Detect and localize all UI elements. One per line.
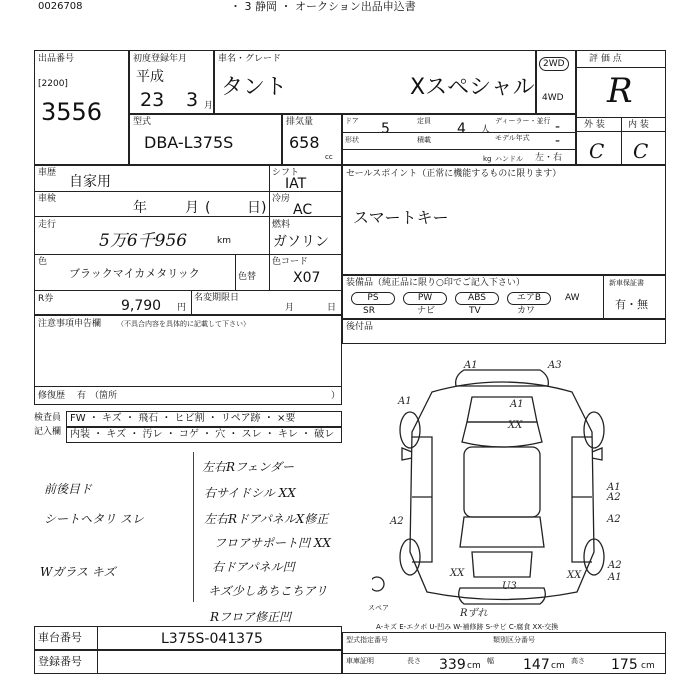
inspection-year: 年 (133, 200, 147, 216)
inspector-note-right-3: 左右RドアパネルX修正 (204, 512, 329, 526)
model-year-label: モデル年式 (495, 134, 530, 142)
capacity-value: 4 (457, 121, 466, 137)
recycle-unit: 円 (177, 303, 187, 313)
lot-number: 3556 (41, 98, 103, 126)
chassis-value: L375S-041375 (161, 631, 263, 647)
height-value: 175 (611, 657, 638, 673)
mark-a2-right: A2 (607, 492, 621, 503)
capacity-label: 定員 (417, 117, 431, 125)
reg-month: 3 (186, 89, 199, 111)
color-change-label: 色替 (238, 272, 257, 282)
equipment-box (342, 275, 666, 319)
mark-a1-right: A1 (607, 482, 621, 493)
mark-a1-left: A1 (398, 396, 412, 407)
sales-point-label: セールスポイント（正常に機能するものに限ります） (346, 169, 562, 179)
inspector-note-left-2: シートヘタリ スレ (44, 512, 144, 526)
inspection-open: ( (205, 200, 211, 216)
shape-label: 形状 (345, 136, 359, 144)
recycle-value: 9,790 (121, 298, 162, 314)
category-label: 類別区分番号 (493, 636, 535, 644)
new-car-warranty-value: 有・無 (615, 298, 648, 311)
car-name: タント (221, 75, 288, 100)
mark-xx-rear-right: XX (567, 570, 582, 581)
mark-a2-right-rear: A2 (608, 560, 622, 571)
mark-xx-hood: XX (508, 420, 523, 431)
sales-point-box (342, 165, 666, 275)
mark-r-rear: Rずれ (460, 608, 488, 619)
handle-value: 左・右 (535, 153, 563, 163)
equip-pw: PW (403, 292, 447, 305)
diagram-caption: スペア (368, 604, 389, 612)
inspector-label-2: 記入欄 (34, 427, 62, 437)
height-label: 高さ (571, 657, 585, 665)
inspection-close: ) (261, 200, 267, 216)
spec-box (342, 114, 576, 165)
length-label: 長さ (407, 657, 421, 665)
color-code-label: 色コード (272, 257, 309, 267)
model-label: 型式 (133, 117, 152, 127)
registration-box (34, 650, 342, 674)
reg-expiry-month: 月 (285, 303, 295, 313)
model-year-dash: - (555, 133, 561, 149)
mileage-unit: km (217, 236, 231, 246)
car-name-label: 車名・グレード (218, 54, 282, 64)
chassis-label: 車台番号 (38, 631, 82, 644)
history-value: 自家用 (69, 174, 111, 190)
measurements-box (342, 632, 666, 674)
equip-tv: TV (469, 306, 481, 316)
displacement-label: 排気量 (286, 117, 314, 127)
equip-abs: ABS (455, 292, 499, 305)
length-value: 339 (439, 657, 466, 673)
details-box (34, 165, 342, 315)
length-unit: cm (467, 661, 481, 671)
mark-a1-right-rear: A1 (608, 572, 622, 583)
first-registration-box (129, 50, 214, 114)
width-value: 147 (523, 657, 550, 673)
color-label: 色 (38, 257, 48, 267)
repair-close: ） (331, 391, 341, 401)
height-unit: cm (641, 661, 655, 671)
mark-xx-rear-left: XX (450, 568, 465, 579)
inspection-label: 車検 (38, 194, 57, 204)
dealer-dash: - (555, 119, 561, 135)
equipment-label: 装備品（純正品に限り○印でご記入下さい） (346, 278, 525, 288)
drive-box (536, 50, 576, 114)
interior-grade: C (633, 139, 649, 163)
equip-aw: AW (565, 293, 580, 303)
damage-legend: A-キズ E-エクボ U-凹み W-補修跡 S-サビ C-腐食 XX-交換 (376, 623, 559, 631)
rating-box (576, 50, 666, 165)
lot-label: 出品番号 (38, 54, 75, 64)
mark-a3-front: A3 (548, 360, 562, 371)
lot-number-box (34, 50, 129, 165)
inspector-label-1: 検査員 (34, 413, 62, 423)
notes-sub: （不具合内容を具体的に記載して下さい） (117, 320, 250, 328)
equip-ps: PS (351, 292, 395, 305)
car-name-box (214, 50, 536, 114)
drive-4wd: 4WD (542, 93, 564, 103)
doors-value: 5 (381, 121, 390, 137)
inspector-row-1: FW ・ キズ ・ 飛石 ・ ヒビ割 ・ リペア跡 ・ ×要 (70, 413, 296, 424)
displacement-box (282, 114, 342, 165)
inspection-day: 日 (247, 200, 261, 216)
garage-cert-label: 車庫証明 (346, 657, 374, 665)
mileage-value: 5万6千956 (99, 231, 188, 251)
mark-a1-front: A1 (464, 360, 478, 371)
color-code-value: X07 (293, 270, 321, 286)
inspector-note-right-2: 右サイドシル XX (204, 486, 296, 500)
inspector-note-left-1: 前後目ド (44, 482, 93, 496)
notes-label: 注意事項申告欄 (38, 319, 102, 329)
dealer-label: ディーラー・並行 (495, 117, 551, 125)
inspector-legend (34, 411, 344, 443)
sales-point-value: スマートキー (353, 208, 449, 227)
reg-era: 平成 (136, 69, 164, 85)
shift-label: シフト (272, 168, 300, 178)
form-title: ・ 3 静岡 ・ オークション出品申込書 (230, 0, 416, 13)
registration-label: 登録番号 (38, 655, 82, 668)
inspector-note-right-7: Rフロア修正凹 (210, 610, 292, 624)
inspector-note-right-4: フロアサポート凹 XX (214, 536, 331, 550)
equip-navi: ナビ (417, 306, 436, 316)
aircon-value: AC (293, 202, 313, 218)
rating-score: R (607, 71, 633, 111)
history-label: 車歴 (38, 168, 57, 178)
recycle-label: R券 (38, 294, 54, 304)
width-unit: cm (551, 661, 565, 671)
reg-expiry-label: 名変期限日 (194, 293, 240, 303)
rating-label: 評 価 点 (589, 54, 622, 64)
reg-month-unit: 月 (204, 101, 214, 111)
type-designation-label: 型式指定番号 (346, 636, 388, 644)
fuel-value: ガソリン (273, 234, 329, 250)
load-unit: kg (483, 155, 492, 163)
reg-year: 23 (140, 89, 165, 111)
model-value: DBA-L375S (144, 133, 234, 152)
inspector-note-right-6: キズ少しあちこちアリ (208, 584, 328, 598)
capacity-unit: 人 (481, 125, 491, 135)
mileage-label: 走行 (38, 220, 57, 230)
reg-expiry-day: 日 (327, 303, 337, 313)
inspector-note-left-3: Wガラス キズ (40, 565, 116, 579)
mark-a1-hood: A1 (510, 399, 524, 410)
equip-sr: SR (363, 306, 375, 316)
repair-bracket: （箇所 (90, 391, 118, 401)
exterior-grade: C (589, 139, 605, 163)
handle-label: ハンドル (495, 155, 523, 163)
displacement-unit: cc (325, 153, 333, 161)
notes-box (34, 315, 342, 405)
repair-value: 有 (77, 391, 87, 401)
inspector-note-right-1: 左右Rフェンダー (202, 460, 294, 474)
displacement-value: 658 (289, 133, 320, 152)
shift-value: IAT (285, 176, 307, 192)
aftermarket-box (342, 319, 666, 344)
repair-label: 修復歴 (38, 391, 66, 401)
equip-leather: カワ (517, 306, 536, 316)
drive-2wd: 2WD (539, 57, 569, 71)
doors-label: ドア (345, 117, 359, 125)
reg-label: 初度登録年月 (133, 54, 188, 64)
color-value: ブラックマイカメタリック (69, 267, 200, 280)
inspector-note-right-5: 右ドアパネル凹 (212, 560, 295, 574)
equip-airbag: エアB (507, 292, 551, 305)
mark-u3-rear: U3 (502, 581, 517, 592)
aircon-label: 冷房 (272, 194, 291, 204)
new-car-warranty-label: 新車保証書 (609, 279, 644, 287)
fuel-label: 燃料 (272, 220, 291, 230)
model-box (129, 114, 282, 165)
chassis-box (34, 626, 342, 650)
interior-label: 内 装 (628, 120, 649, 130)
load-label: 積載 (417, 136, 431, 144)
width-label: 幅 (487, 657, 494, 665)
aftermarket-label: 後付品 (346, 322, 374, 332)
damage-diagram (372, 352, 632, 622)
exterior-label: 外 装 (584, 120, 605, 130)
mark-a2-left: A2 (390, 516, 404, 527)
car-grade: Xスペシャル (410, 75, 535, 100)
mark-a2-right-low: A2 (607, 514, 621, 525)
document-id: 0026708 (38, 1, 83, 12)
inspector-row-2: 内装 ・ キズ ・ 汚レ ・ コゲ ・ 穴 ・ スレ ・ キレ ・ 破レ (70, 429, 335, 440)
lot-sub: [2200] (38, 79, 68, 89)
inspection-month: 月 (185, 200, 199, 216)
